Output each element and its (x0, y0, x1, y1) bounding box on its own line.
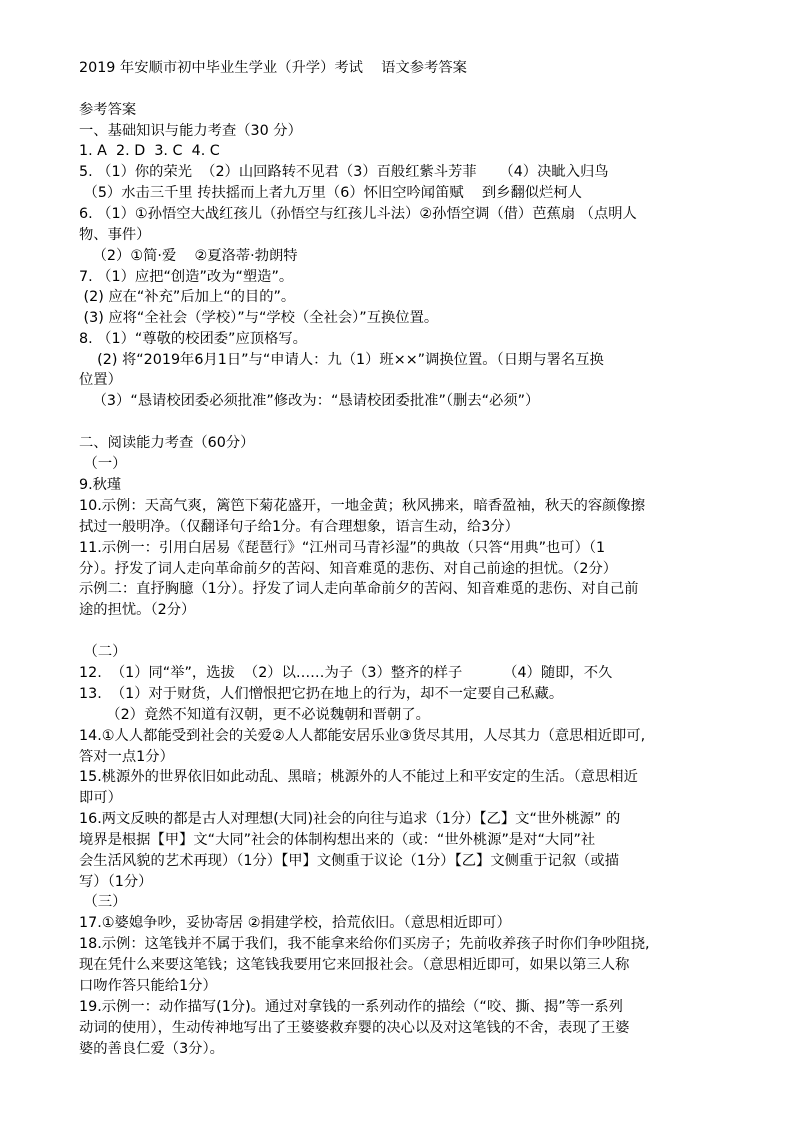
answer-line: 现在凭什么来要这笔钱；这笔钱我要用它来回报社会。（意思相近即可，如果以第三人称 (79, 957, 630, 973)
answer-line: 一、基础知识与能力考查（30 分） (79, 123, 302, 139)
answer-line: 二、阅读能力考查（60分） (79, 435, 255, 451)
answer-line: （3）“恳请校团委必须批准”修改为：“恳请校团委批准”（删去“必须”） (79, 393, 540, 409)
answer-line: （二） (79, 644, 127, 660)
answer-line: 16.两文反映的都是古人对理想(大同)社会的向往与追求（1分）【乙】文“世外桃源” 的 (79, 811, 621, 827)
answer-line: 婆的善良仁爱（3分）。 (79, 1041, 224, 1057)
answer-line: 口吻作答只能给1分） (79, 978, 217, 994)
answer-line: 境界是根据【甲】文“大同”社会的体制构想出来的（或：“世外桃源”是对“大同”社 (79, 832, 596, 848)
answer-line: 写）（1分） (79, 874, 153, 890)
answer-line: (3) 应将“全社会（学校）”与“学校（全社会）”互换位置。 (79, 310, 439, 326)
answer-line: 13. （1）对于财货，人们憎恨把它扔在地上的行为，却不一定要自己私藏。 (79, 686, 564, 702)
answer-line: 分）。抒发了词人走向革命前夕的苦闷、知音难觅的悲伤、对自己前途的担忧。（2分） (79, 561, 618, 577)
answer-line: 会生活风貌的艺术再现）（1分）【甲】文侧重于议论（1分）【乙】文侧重于记叙（或描 (79, 853, 620, 869)
answer-line: 参考答案 (79, 102, 137, 118)
answer-line: 5. （1）你的荣光 （2）山回路转不见君（3）百般红紫斗芳菲 （4）决眦入归鸟 (79, 164, 609, 180)
answer-line: 6. （1）①孙悟空大战红孩儿（孙悟空与红孩儿斗法）②孙悟空调（借）芭蕉扇 （点明人 (79, 206, 637, 222)
answer-line: （2）竟然不知道有汉朝，更不必说魏朝和晋朝了。 (79, 707, 430, 723)
answer-line: 答对一点1分） (79, 749, 174, 765)
answer-line: 9.秋瑾 (79, 477, 122, 493)
answer-line: 19.示例一：动作描写(1分)。通过对拿钱的一系列动作的描绘（“咬、撕、揭”等一系列 (79, 999, 623, 1015)
answer-line: 18.示例：这笔钱并不属于我们，我不能拿来给你们买房子；先前收养孩子时你们争吵阻挠, (79, 936, 650, 952)
answer-line: 17.①婆媳争吵，妥协寄居 ②捐建学校，拾荒依旧。（意思相近即可） (79, 915, 511, 931)
answer-line: 动词的使用），生动传神地写出了王婆婆救弃婴的决心以及对这笔钱的不舍，表现了王婆 (79, 1020, 630, 1036)
answer-line: （三） (79, 894, 127, 910)
document-title: 2019 年安顺市初中毕业生学业（升学）考试 语文参考答案 (79, 60, 467, 76)
answer-line: 15.桃源外的世界依旧如此动乱、黑暗；桃源外的人不能过上和平安定的生活。（意思相近 (79, 769, 638, 785)
answer-line: 12. （1）同“举”，选拔 （2）以……为子（3）整齐的样子 （4）随即，不久 (79, 665, 613, 681)
answer-line: (2) 将“2019年6月1日”与“申请人：九（1）班××”调换位置。（日期与署名互换 (79, 352, 604, 368)
answer-line: 8. （1）“尊敬的校团委”应顶格写。 (79, 331, 307, 347)
answer-line: 1. A 2. D 3. C 4. C (79, 143, 220, 159)
answer-line: 物、事件） (79, 227, 151, 243)
answer-line: 即可） (79, 790, 122, 806)
answer-line: （一） (79, 456, 127, 472)
answer-line: 示例二：直抒胸臆（1分）。抒发了词人走向革命前夕的苦闷、知音难觅的悲伤、对自己前 (79, 581, 639, 597)
answer-line: 10.示例：天高气爽，篱笆下菊花盛开，一地金黄；秋风拂来，暗香盈袖，秋天的容颜像擦 (79, 498, 646, 514)
answer-line: （2）①简·爱 ②夏洛蒂·勃朗特 (79, 248, 298, 264)
answer-line: 11.示例一：引用白居易《琵琶行》“江州司马青衫湿”的典故（只答“用典”也可）（1 (79, 540, 606, 556)
answer-line: 拭过一般明净。（仅翻译句子给1分。有合理想象，语言生动，给3分） (79, 519, 519, 535)
answer-line: 14.①人人都能受到社会的关爱②人人都能安居乐业③货尽其用，人尽其力（意思相近即可, (79, 728, 646, 744)
answer-line: 7. （1）应把“创造”改为“塑造”。 (79, 269, 294, 285)
answer-line: （5）水击三千里 抟扶摇而上者九万里（6）怀旧空吟闻笛赋 到乡翻似烂柯人 (79, 185, 582, 201)
answer-line: 途的担忧。（2分） (79, 602, 196, 618)
answer-line: (2) 应在“补充”后加上“的目的”。 (79, 289, 296, 305)
answer-line: 位置） (79, 372, 122, 388)
